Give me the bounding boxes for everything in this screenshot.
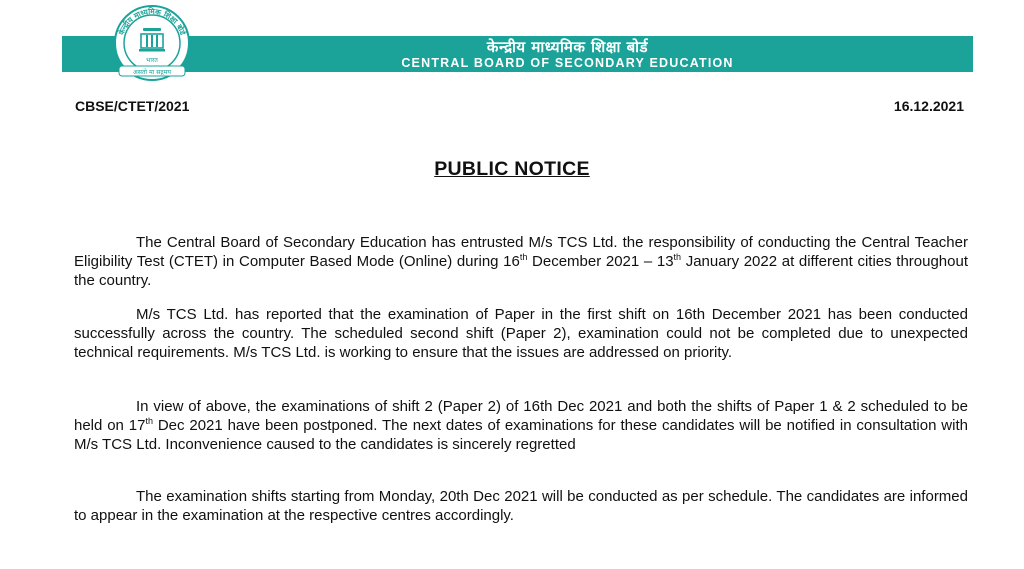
- notice-paragraph-4: The examination shifts starting from Monday, 20th Dec 2021 will be conducted as per schedule. The candidates are informed to appear in the examination at the respective centres accordingly.: [74, 488, 968, 524]
- notice-title: PUBLIC NOTICE: [434, 158, 590, 180]
- logo-ring-text: केन्द्रीय माध्यमिक शिक्षा बोर्ड: [116, 6, 188, 37]
- logo-country-text: भारत: [146, 57, 158, 64]
- notice-date: 16.12.2021: [893, 98, 964, 114]
- notice-paragraph-3: In view of above, the examinations of shift 2 (Paper 2) of 16th Dec 2021 and both the shifts of Paper 1 & 2 scheduled to be held on 17th Dec 2021 have been postponed. The next dates of examinations for these candidates will be notified in consultation with M/s TCS Ltd. Inconvenience caused to the candidates is sincerely regretted: [74, 398, 968, 453]
- notice-paragraph-2: M/s TCS Ltd. has reported that the examination of Paper in the first shift on 16th December 2021 has been conducted successfully across the country. The scheduled second shift (Paper 2), examination could not be completed due to unexpected technical requirements. M/s TCS Ltd. is working to ensure that the issues are addressed on priority.: [74, 306, 968, 361]
- reference-number: CBSE/CTET/2021: [75, 98, 190, 114]
- hindi-board-title: केन्द्रीय माध्यमिक शिक्षा बोर्ड: [486, 38, 649, 56]
- logo-motto: असतो मा सद्गमय: [132, 69, 172, 76]
- cbse-logo: [95, 4, 209, 82]
- english-board-title: CENTRAL BOARD OF SECONDARY EDUCATION: [401, 56, 734, 70]
- notice-paragraph-1: The Central Board of Secondary Education has entrusted M/s TCS Ltd. the responsibility of conducting the Central Teacher Eligibility Test (CTET) in Computer Based Mode (Online) during 16th December 2021 – 13th January 2022 at different cities throughout the country.: [74, 234, 968, 289]
